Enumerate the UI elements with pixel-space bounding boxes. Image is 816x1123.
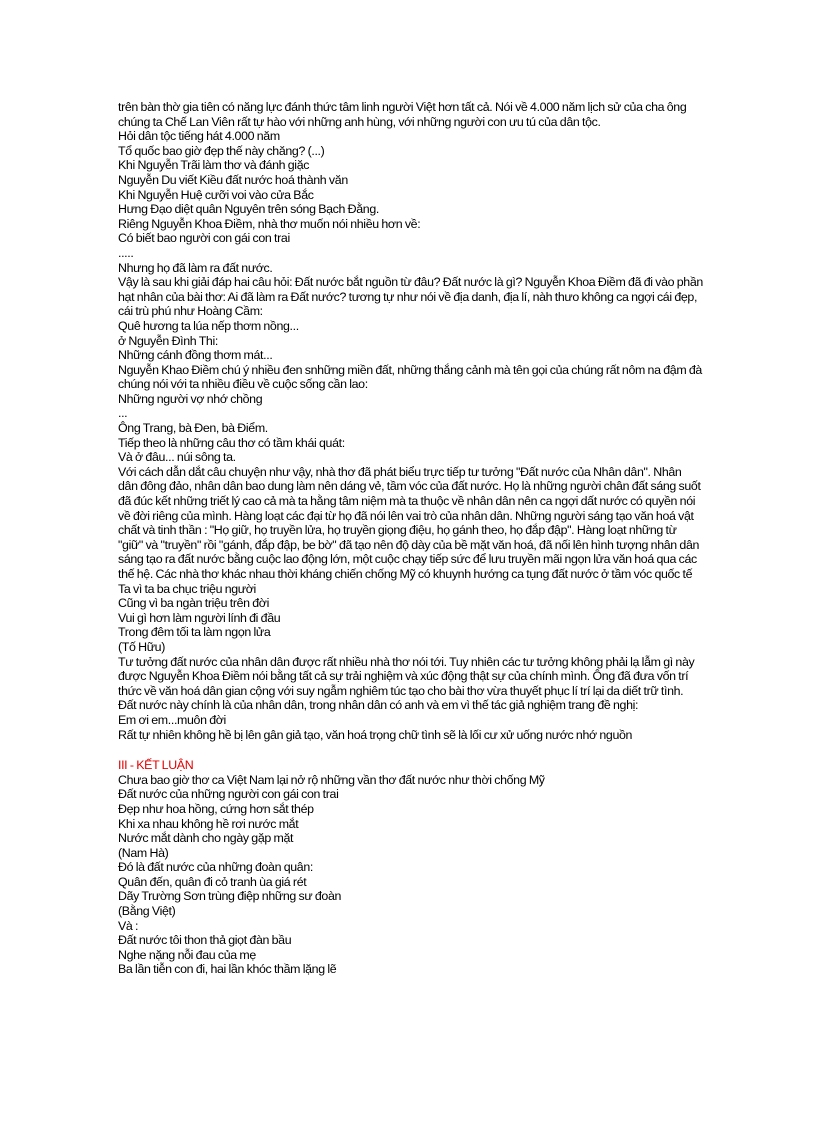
section-heading-conclusion: III - KẾT LUẬN xyxy=(118,758,194,773)
text-line: Ta vì ta ba chục triệu người xyxy=(118,581,256,596)
text-line: Tiếp theo là những câu thơ có tầm khái quát: xyxy=(118,435,345,450)
text-line: Dãy Trường Sơn trùng điệp những sư đoàn xyxy=(118,889,342,904)
text-line: Tổ quốc bao giờ đẹp thế này chăng? (...) xyxy=(118,143,325,158)
text-line: Đất nước của những người con gái con trai xyxy=(118,787,339,802)
text-line: Và : xyxy=(118,918,139,933)
text-line: Rất tự nhiên không hề bị lên gân giả tạo, văn hoá trọng chữ tình sẽ là lối cư xử uống nước nhớ nguồn xyxy=(118,727,633,742)
section-spacer xyxy=(118,742,703,758)
text-line: ... xyxy=(118,406,128,421)
text-line: Khi xa nhau không hề rơi nước mắt xyxy=(118,816,299,831)
text-line: Trong đêm tối ta làm ngọn lửa xyxy=(118,625,271,640)
text-line: Nhưng họ đã làm ra đất nước. xyxy=(118,260,273,275)
text-line: Ông Trang, bà Đen, bà Điểm. xyxy=(118,421,268,436)
text-line: ở Nguyễn Đình Thi: xyxy=(118,333,218,348)
text-line: (Tố Hữu) xyxy=(118,639,165,654)
text-line: Vui gì hơn làm người lính đi đầu xyxy=(118,610,281,625)
text-line: (Nam Hà) xyxy=(118,845,169,860)
text-line: Có biết bao người con gái con trai xyxy=(118,231,290,246)
text-line: Ba lần tiễn con đi, hai lần khóc thầm lặng lẽ xyxy=(118,962,337,977)
text-line: Quê hương ta lúa nếp thơm nồng... xyxy=(118,318,299,333)
text-line: Vậy là sau khi giải đáp hai câu hỏi: Đất nước bắt nguồn từ đâu? Đất nước là gì? Nguyễn Khoa Điềm đã đi vào phần hạt nhân của bài thơ: Ai đã làm ra Đất nước? tương tự như nói về địa danh, địa lí, nàh thưo không ca ngợi cái đẹp, cái trù phú như Hoàng Cầm: xyxy=(118,275,703,319)
text-line: Riêng Nguyễn Khoa Điềm, nhà thơ muốn nói nhiều hơn về: xyxy=(118,216,421,231)
text-line: Với cách dẫn dắt câu chuyện như vậy, nhà thơ đã phát biểu trực tiếp tư tưởng "Đất nước của Nhân dân". Nhân dân đông đảo, nhân dân bao dung làm nên dáng vẻ, tầm vóc của đất nước. Họ là những người chân đất sáng suốt đã đúc kết những triết lý cao cả mà ta hằng tâm niệm mà ta thuộc về nhân dân nên ca ngợi dất nước có quyền nói về đời riêng của mình. Hàng loạt các đại từ họ đã nói lên vai trò của nhân dân. Những người sáng tạo văn hoá vật chất và tinh thần : "Họ giữ, họ truyền lửa, họ truyền giọng điệu, họ gánh theo, họ đắp đập". Hàng loạt những từ "giữ" và "truyền" rồi "gánh, đắp đập, be bờ" đã tạo nên độ dày của bề mặt văn hoá, đã nối lên hình tượng nhân dân sáng tạo ra đất nước bằng cuộc lao động lớn, một cuộc chạy tiếp sức để lưu truyền mãi ngọn lửa văn hoá qua các thế hệ. Các nhà thơ khác nhau thời kháng chiến chống Mỹ có khuynh hướng ca tụng đất nước ở tầm vóc quốc tế xyxy=(118,464,701,581)
text-line: Khi Nguyễn Huệ cưỡi voi vào cửa Bắc xyxy=(118,187,314,202)
text-line: Chưa bao giờ thơ ca Việt Nam lại nở rộ những vần thơ đất nước như thời chống Mỹ xyxy=(118,772,545,787)
conclusion-text-section xyxy=(118,773,703,977)
text-line: Những người vợ nhớ chồng xyxy=(118,391,263,406)
text-line: Nguyễn Du viết Kiều đất nước hoá thành văn xyxy=(118,172,348,187)
text-line: Và ở đâu... núi sông ta. xyxy=(118,450,236,465)
text-line: Hưng Đạo diệt quân Nguyên trên sóng Bạch Đằng. xyxy=(118,202,379,217)
text-line: Tư tưởng đất nước của nhân dân được rất nhiều nhà thơ nói tới. Tuy nhiên các tư tưởng không phải lạ lẫm gì này được Nguyễn Khoa Điềm nói bằng tất cả sự trải nghiệm và xúc động thật sự của chính mình. Ông đã đưa vốn trí thức về văn hoá dân gian cộng với suy ngẫm nghiêm túc tạo cho bài thơ vừa thuyết phục lí trí lại da diết trữ tình. Đất nước này chính là của nhân dân, trong nhân dân có anh và em vì thế tác giả nghiệm trang đề nghị: xyxy=(118,654,695,713)
text-line: Em ơi em...muôn đời xyxy=(118,712,226,727)
text-line: Nguyễn Khao Điềm chú ý nhiều đen snhững miền đất, những thắng cảnh mà tên gọi của chúng rất nôm na đậm đà chúng nói với ta nhiều điều về cuộc sống cần lao: xyxy=(118,362,702,392)
text-line: Cũng vì ba ngàn triệu trên đời xyxy=(118,596,269,611)
text-line: ..... xyxy=(118,245,134,260)
document-page xyxy=(118,100,703,977)
text-line: Đó là đất nước của những đoàn quân: xyxy=(118,860,313,875)
text-line: trên bàn thờ gia tiên có năng lực đánh thức tâm linh người Việt hơn tất cả. Nói về 4.000 năm lịch sử của cha ông chúng ta Chế Lan Viên rất tự hào với những anh hùng, với những người con ưu tú của dân tộc. xyxy=(118,100,687,129)
text-line: Những cánh đồng thơm mát... xyxy=(118,348,273,363)
text-line: Hỏi dân tộc tiếng hát 4.000 năm xyxy=(118,129,280,144)
text-line: Đất nước tôi thon thả giọt đàn bầu xyxy=(118,933,292,948)
text-line: Nước mắt dành cho ngày gặp mặt xyxy=(118,831,294,846)
text-line: Đẹp như hoa hồng, cứng hơn sắt thép xyxy=(118,801,314,816)
text-line: Khi Nguyễn Trãi làm thơ và đánh giặc xyxy=(118,158,310,173)
text-line: Nghe nặng nỗi đau của mẹ xyxy=(118,947,256,962)
body-text-section xyxy=(118,100,703,742)
text-line: (Bằng Việt) xyxy=(118,904,176,919)
text-line: Quân đến, quân đi cỏ tranh ùa giá rét xyxy=(118,874,307,889)
